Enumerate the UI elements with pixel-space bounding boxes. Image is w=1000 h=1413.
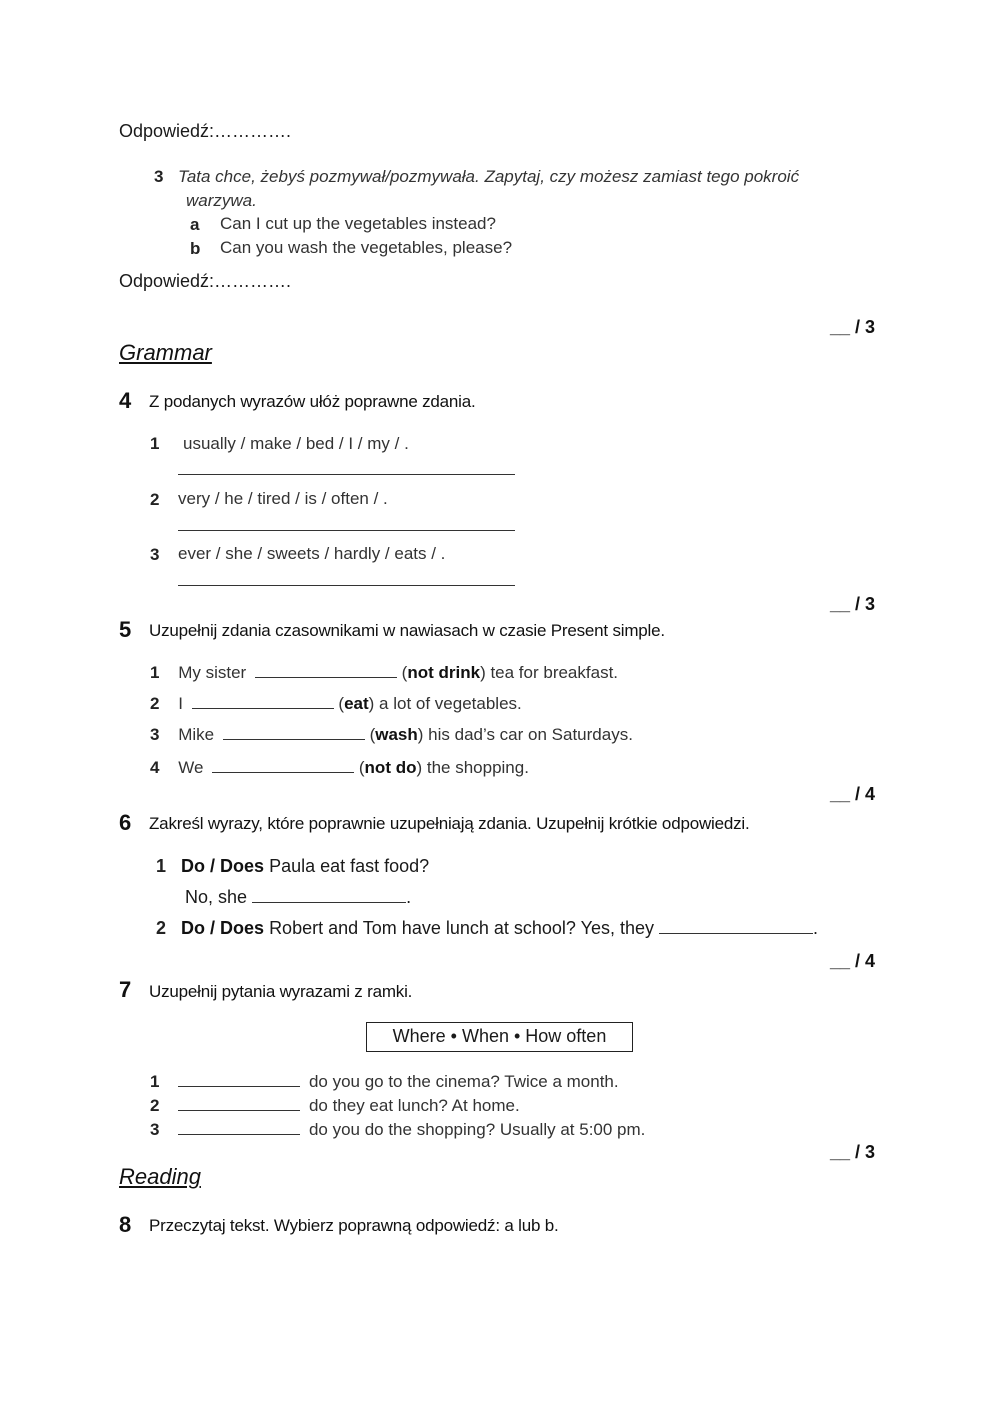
score-box: __ / 4 — [830, 951, 876, 971]
verb: eat — [344, 694, 369, 713]
short-answer — [185, 887, 411, 908]
item-number: 1 — [150, 434, 160, 453]
prompt-text: Tata chce, żebyś pozmywał/pozmywała. Zapytaj, czy możesz zamiast tego pokroić — [178, 167, 800, 186]
option-b-letter: b — [190, 239, 201, 258]
item-text: ) tea for breakfast. — [480, 663, 619, 682]
item-number: 2 — [150, 1096, 160, 1115]
answer-text: No, she — [185, 887, 248, 907]
exercise-number: 7 — [119, 977, 132, 1002]
answer-blank[interactable] — [659, 919, 813, 934]
item-text: Paula eat fast food? — [269, 856, 430, 876]
answer-blank[interactable] — [255, 663, 397, 678]
score-box: __ / 4 — [830, 784, 876, 804]
item-text: ever / she / sweets / hardly / eats / . — [178, 544, 446, 563]
option-a-letter: a — [190, 215, 200, 234]
item-text: ) the shopping. — [416, 758, 529, 777]
period: . — [406, 887, 412, 907]
paren: ( — [358, 758, 365, 777]
word-box: Where • When • How often — [366, 1022, 633, 1052]
exercise-instruction: Uzupełnij zdania czasownikami w nawiasach w czasie Present simple. — [149, 621, 665, 640]
paren: ( — [369, 725, 376, 744]
answer-blank[interactable] — [178, 1096, 300, 1111]
item-number: 1 — [150, 1072, 160, 1091]
verb: not do — [364, 758, 417, 777]
item-text: My sister — [178, 663, 247, 682]
exercise-instruction: Z podanych wyrazów ułóż poprawne zdania. — [149, 392, 476, 411]
list-item — [150, 1096, 520, 1116]
score-box: __ / 3 — [830, 594, 876, 614]
verb: wash — [375, 725, 418, 744]
answer-blank[interactable] — [192, 694, 334, 709]
score-box: __ / 3 — [830, 317, 876, 337]
item-text: Robert and Tom have lunch at school? Yes, they — [269, 918, 654, 938]
item-number: 3 — [150, 545, 160, 564]
list-item — [150, 1072, 619, 1092]
answer-blank[interactable] — [178, 1120, 300, 1135]
item-number: 1 — [150, 663, 160, 682]
list-item — [150, 725, 633, 745]
item-text: ) a lot of vegetables. — [368, 694, 522, 713]
choice-options[interactable]: Do / Does — [181, 918, 265, 938]
answer-line[interactable] — [178, 474, 515, 475]
list-item — [156, 856, 429, 877]
exercise-instruction: Uzupełnij pytania wyrazami z ramki. — [149, 982, 413, 1001]
item-text: ) his dad’s car on Saturdays. — [417, 725, 633, 744]
exercise-number: 8 — [119, 1212, 132, 1237]
item-number: 1 — [156, 856, 167, 876]
list-item — [150, 694, 522, 714]
exercise-number: 4 — [119, 388, 132, 413]
answer-label: Odpowiedź:…………. — [119, 121, 292, 141]
item-number: 3 — [154, 167, 164, 186]
answer-blank[interactable] — [252, 888, 406, 903]
item-text: I — [178, 694, 183, 713]
section-heading-grammar: Grammar — [119, 340, 212, 365]
list-item — [150, 758, 529, 778]
item-text: Mike — [178, 725, 215, 744]
answer-line[interactable] — [178, 585, 515, 586]
item-number: 4 — [150, 758, 160, 777]
option-b-text: Can you wash the vegetables, please? — [220, 238, 513, 257]
item-text: usually / make / bed / I / my / . — [183, 434, 409, 453]
item-text: We — [178, 758, 204, 777]
list-item — [150, 663, 618, 683]
paren: ( — [338, 694, 345, 713]
period: . — [813, 918, 819, 938]
section-heading-reading: Reading — [119, 1164, 201, 1189]
choice-options[interactable]: Do / Does — [181, 856, 265, 876]
paren: ( — [401, 663, 408, 682]
list-item — [150, 1120, 645, 1140]
item-number: 3 — [150, 725, 160, 744]
prompt-text-continued: warzywa. — [186, 191, 257, 210]
answer-blank[interactable] — [223, 725, 365, 740]
item-text: do you go to the cinema? Twice a month. — [308, 1072, 619, 1091]
answer-label: Odpowiedź:…………. — [119, 271, 292, 291]
answer-line[interactable] — [178, 530, 515, 531]
option-a-text: Can I cut up the vegetables instead? — [220, 214, 496, 233]
item-text: do they eat lunch? At home. — [308, 1096, 520, 1115]
score-box: __ / 3 — [830, 1142, 876, 1162]
exercise-number: 5 — [119, 617, 132, 642]
item-number: 3 — [150, 1120, 160, 1139]
exercise-instruction: Zakreśl wyrazy, które poprawnie uzupełniają zdania. Uzupełnij krótkie odpowiedzi. — [149, 814, 750, 833]
answer-blank[interactable] — [212, 758, 354, 773]
item-text: do you do the shopping? Usually at 5:00 pm. — [308, 1120, 646, 1139]
exercise-number: 6 — [119, 810, 132, 835]
item-number: 2 — [150, 694, 160, 713]
exercise-instruction: Przeczytaj tekst. Wybierz poprawną odpowiedź: a lub b. — [149, 1216, 559, 1235]
item-number: 2 — [150, 490, 160, 509]
item-number: 2 — [156, 918, 167, 938]
answer-blank[interactable] — [178, 1072, 300, 1087]
verb: not drink — [407, 663, 481, 682]
list-item — [156, 918, 818, 939]
item-text: very / he / tired / is / often / . — [178, 489, 388, 508]
